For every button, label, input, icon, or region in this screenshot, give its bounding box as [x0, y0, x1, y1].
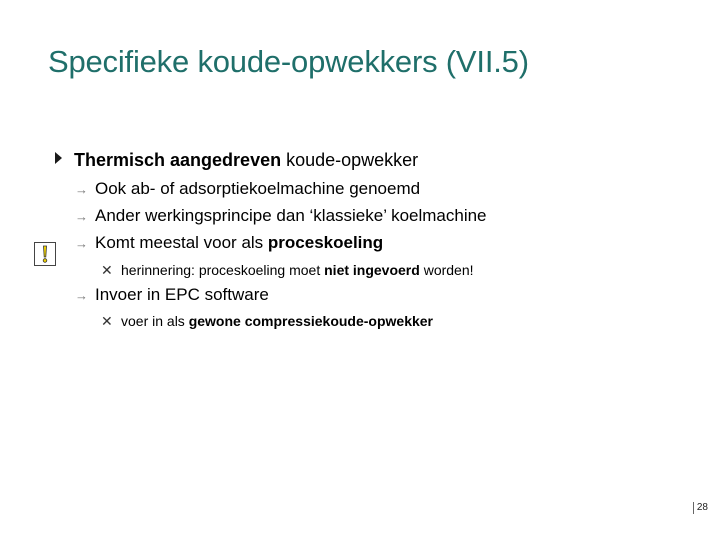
- cross-bullet-icon: ✕: [101, 313, 113, 329]
- sub-item-text: Ander werkingsprincipe dan ‘klassieke’ koelmachine: [95, 206, 487, 225]
- sub-item: [75, 179, 421, 199]
- sub-item-bold: proceskoeling: [267, 233, 384, 252]
- main-bullet-text: koude-opwekker: [281, 150, 419, 170]
- sub-item: [75, 206, 487, 226]
- note-bold: gewone compressiekoude-opwekker: [188, 313, 434, 329]
- main-bullet-bold: Thermisch aangedreven: [74, 150, 282, 170]
- triangle-bullet-icon: [55, 152, 62, 164]
- slide-title: Specifieke koude-opwekkers (VII.5): [48, 44, 529, 79]
- cross-bullet-icon: ✕: [101, 262, 113, 278]
- note-text: herinnering: proceskoeling moet: [121, 262, 325, 278]
- note-text: voer in als: [121, 313, 189, 329]
- sub-item-text: Ook ab- of adsorptiekoelmachine genoemd: [95, 179, 421, 198]
- note-input: [101, 313, 434, 330]
- page-number: 28: [693, 502, 708, 514]
- sub-item: [75, 233, 384, 253]
- arrow-bullet-icon: →: [75, 182, 88, 197]
- main-bullet: [74, 150, 418, 171]
- sub-item-text: Komt meestal voor als: [95, 233, 268, 252]
- note-bold: niet ingevoerd: [324, 262, 420, 278]
- arrow-bullet-icon: →: [75, 236, 88, 251]
- sub-item: [75, 285, 269, 305]
- arrow-bullet-icon: →: [75, 209, 88, 224]
- note-reminder: [101, 262, 474, 279]
- note-text-after: worden!: [419, 262, 474, 278]
- sub-item-text: Invoer in EPC software: [95, 285, 269, 304]
- exclamation-warning-icon: [34, 242, 56, 266]
- arrow-bullet-icon: →: [75, 288, 88, 303]
